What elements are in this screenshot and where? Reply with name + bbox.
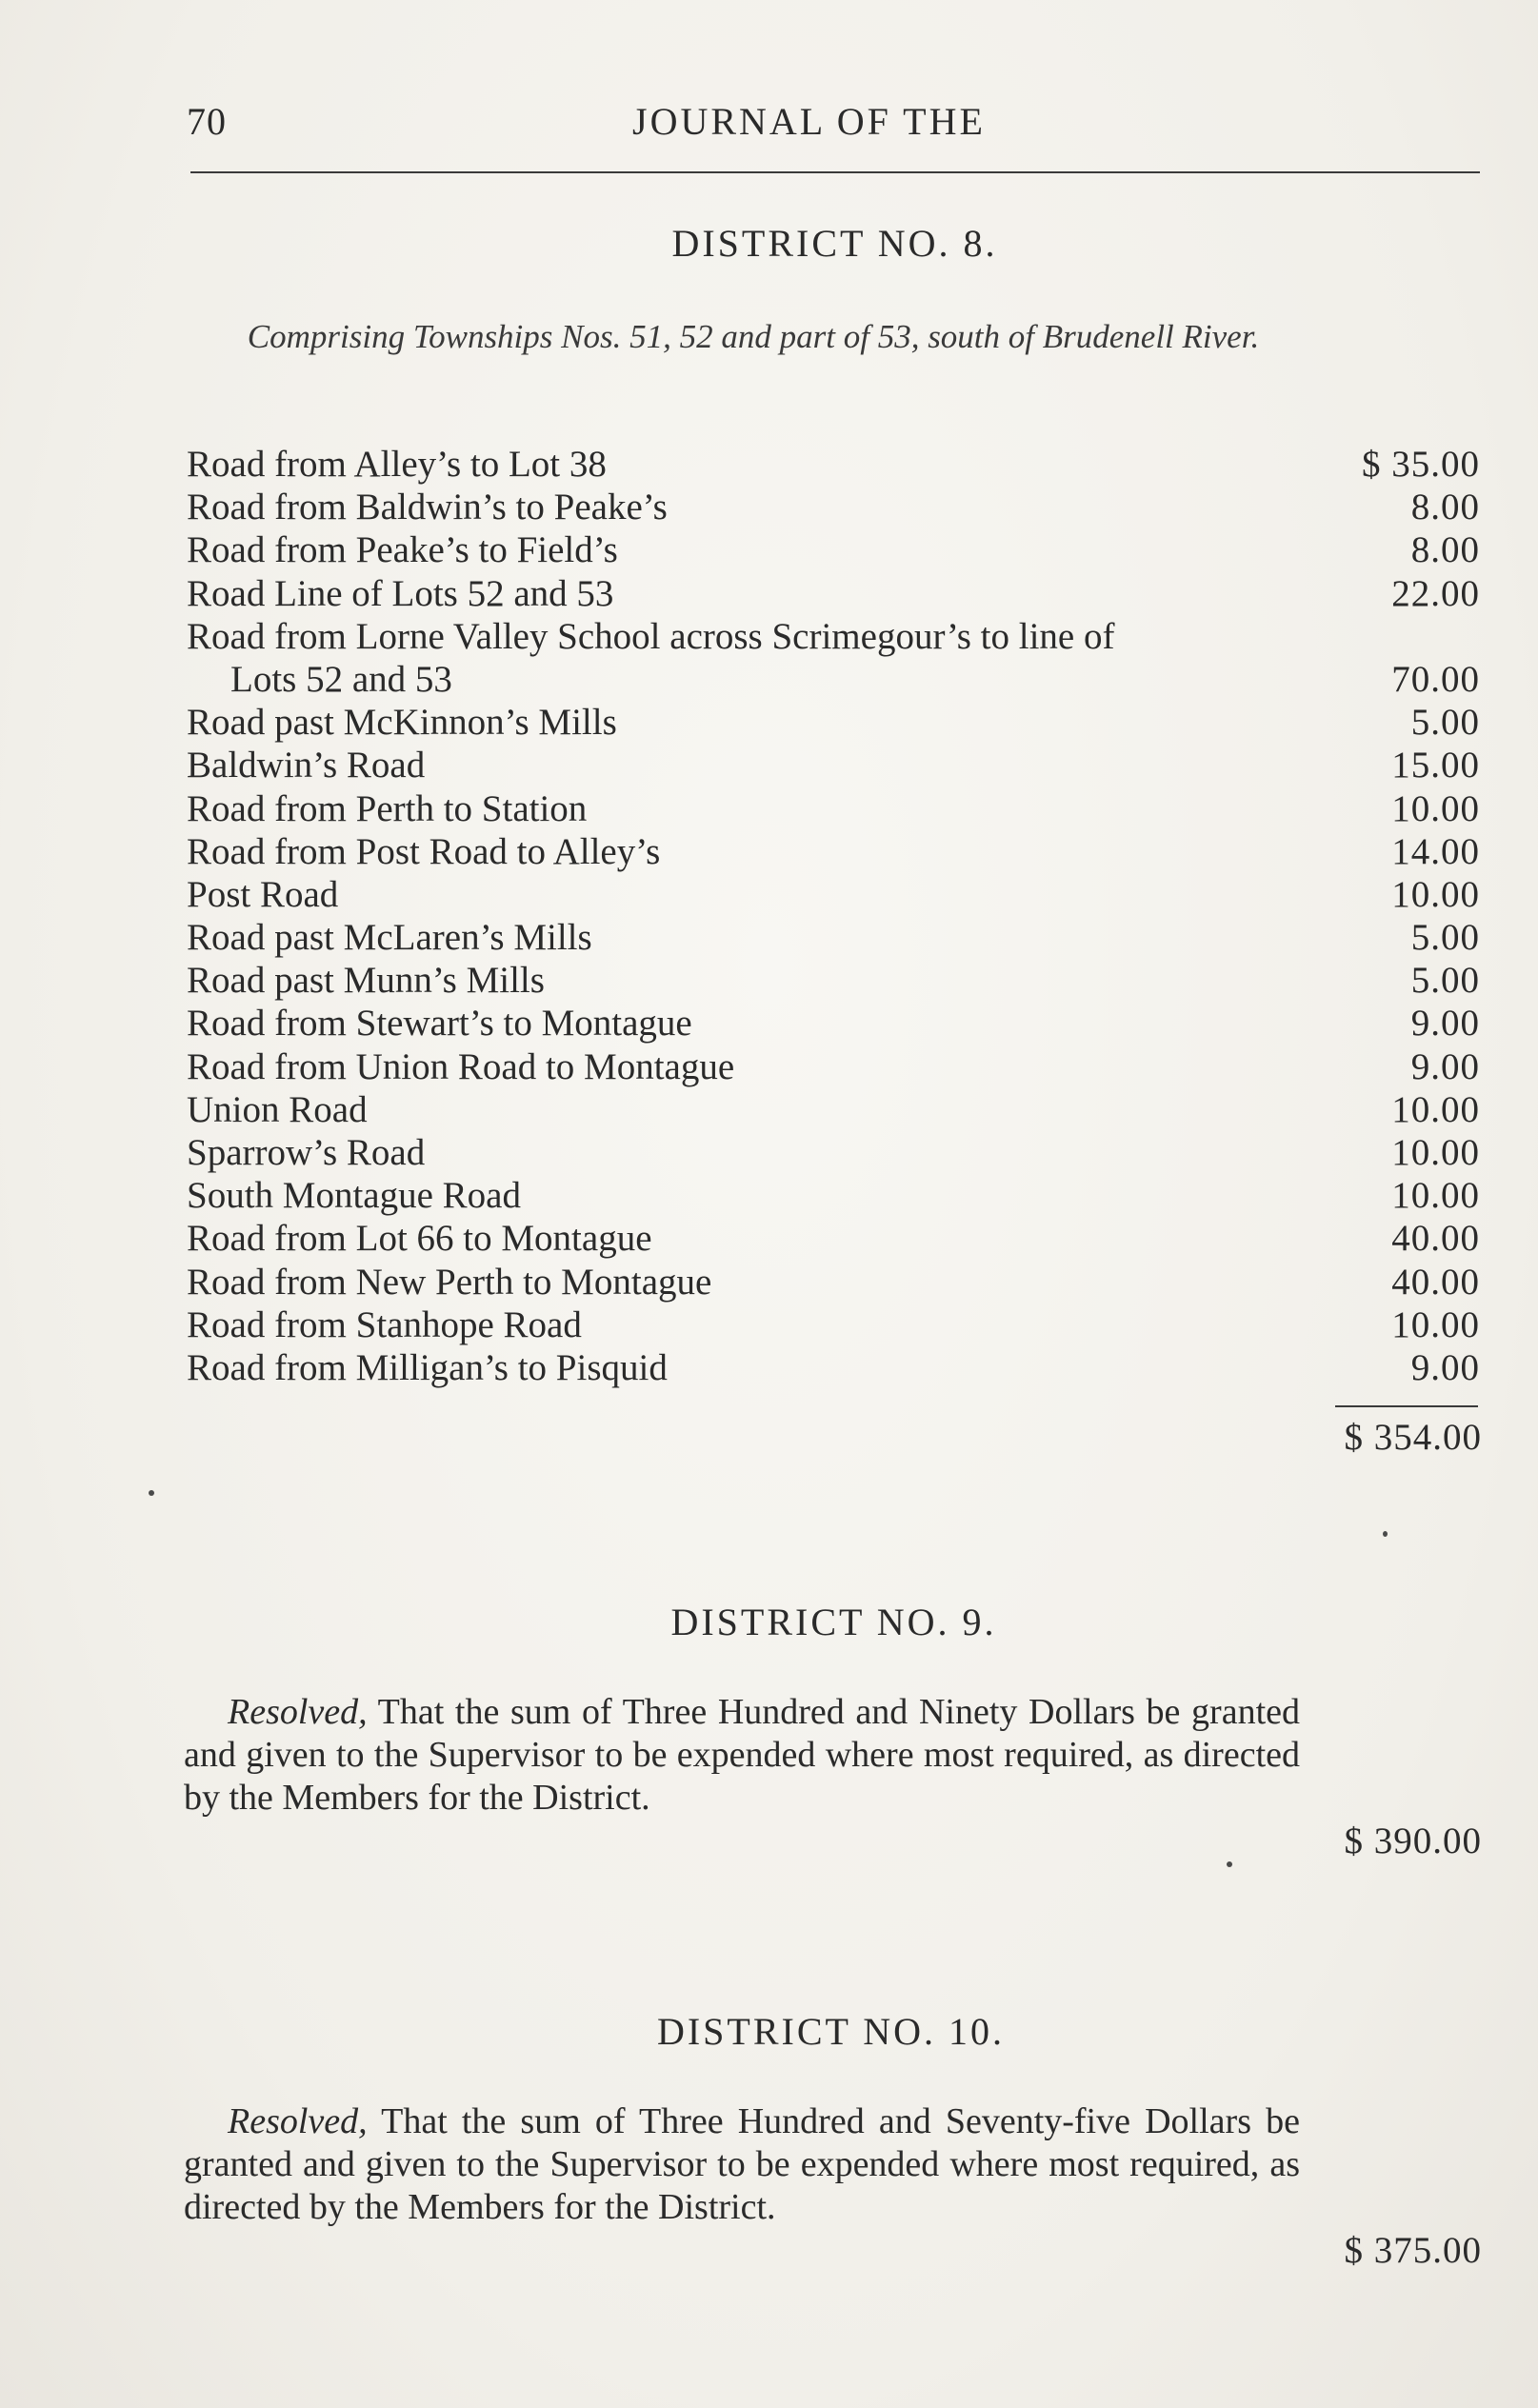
road-amount: 9.00 bbox=[1410, 1045, 1480, 1087]
road-name: Union Road bbox=[187, 1088, 368, 1130]
road-name: Road from Stewart’s to Montague bbox=[187, 1003, 692, 1045]
resolution-text: That the sum of Three Hundred and Ninety Dollars be granted and given to the Supervisor to be expended where most required, as directed by the Members for the District. bbox=[184, 1692, 1300, 1818]
road-name: Road from Perth to Station bbox=[187, 787, 588, 829]
list-item bbox=[187, 486, 1484, 528]
road-name: Road from Union Road to Montague bbox=[187, 1045, 735, 1087]
road-name: Road past McKinnon’s Mills bbox=[187, 702, 617, 744]
road-name: Road Line of Lots 52 and 53 bbox=[187, 572, 614, 614]
road-amount: 22.00 bbox=[1391, 572, 1480, 614]
district-9-resolution bbox=[184, 1691, 1300, 1820]
road-amount: 9.00 bbox=[1410, 1346, 1480, 1388]
road-name: Sparrow’s Road bbox=[187, 1132, 426, 1174]
road-name: Road from Peake’s to Field’s bbox=[187, 529, 618, 571]
district-9-heading: DISTRICT NO. 9. bbox=[670, 1601, 997, 1643]
list-item bbox=[187, 830, 1484, 873]
road-amount: 5.00 bbox=[1410, 960, 1480, 1002]
list-item bbox=[187, 1131, 1484, 1174]
district-10-resolution bbox=[184, 2100, 1300, 2229]
running-head: JOURNAL OF THE bbox=[632, 100, 986, 143]
road-amount: 5.00 bbox=[1410, 702, 1480, 744]
page-number: 70 bbox=[187, 100, 227, 143]
list-item bbox=[187, 1346, 1484, 1389]
road-amount: 8.00 bbox=[1410, 529, 1480, 571]
district-8-heading: DISTRICT NO. 8. bbox=[671, 222, 998, 265]
road-amount: 10.00 bbox=[1391, 1088, 1480, 1130]
road-amount: 70.00 bbox=[1391, 658, 1480, 700]
list-item bbox=[187, 959, 1484, 1002]
road-name: Post Road bbox=[187, 873, 339, 915]
list-item bbox=[187, 572, 1484, 615]
road-name: Road past McLaren’s Mills bbox=[187, 917, 592, 959]
district-9-amount: $ 390.00 bbox=[1344, 1821, 1482, 1861]
list-item bbox=[187, 1088, 1484, 1131]
road-amount: 10.00 bbox=[1391, 1132, 1480, 1174]
list-item bbox=[187, 1261, 1484, 1304]
road-amount: 15.00 bbox=[1391, 745, 1480, 786]
road-amount: 40.00 bbox=[1391, 1218, 1480, 1260]
list-item bbox=[187, 1045, 1484, 1088]
road-name: South Montague Road bbox=[187, 1175, 521, 1217]
road-amount: 9.00 bbox=[1410, 1003, 1480, 1045]
resolved-word: Resolved, bbox=[228, 2101, 368, 2141]
print-speck bbox=[1227, 1861, 1232, 1867]
resolved-word: Resolved, bbox=[228, 1692, 368, 1732]
district-10-amount: $ 375.00 bbox=[1344, 2230, 1482, 2271]
road-amount: 10.00 bbox=[1391, 1304, 1480, 1345]
road-name bbox=[187, 615, 1320, 701]
road-amount: $ 35.00 bbox=[1362, 444, 1480, 485]
list-item bbox=[187, 1304, 1484, 1346]
road-amount: 14.00 bbox=[1391, 830, 1480, 872]
total-rule bbox=[1335, 1405, 1478, 1407]
list-item bbox=[187, 615, 1484, 701]
list-item bbox=[187, 787, 1484, 830]
list-item bbox=[187, 528, 1484, 571]
list-item bbox=[187, 1002, 1484, 1045]
road-name: Road from Baldwin’s to Peake’s bbox=[187, 487, 668, 528]
district-10-heading: DISTRICT NO. 10. bbox=[656, 2010, 1006, 2053]
list-item bbox=[187, 443, 1484, 486]
page-header bbox=[187, 93, 1480, 150]
list-item bbox=[187, 873, 1484, 916]
road-name-line-2: Lots 52 and 53 bbox=[230, 658, 452, 700]
road-name: Road from Milligan’s to Pisquid bbox=[187, 1346, 668, 1388]
list-item bbox=[187, 744, 1484, 786]
list-item bbox=[187, 916, 1484, 959]
road-name: Road from Lot 66 to Montague bbox=[187, 1218, 652, 1260]
road-amount: 10.00 bbox=[1391, 1175, 1480, 1217]
road-name: Road from New Perth to Montague bbox=[187, 1261, 712, 1303]
district-8-road-list bbox=[187, 443, 1484, 1389]
resolution-text: That the sum of Three Hundred and Seventy-five Dollars be granted and given to the Supervisor to be expended where most required, as directed by the Members for the District. bbox=[184, 2101, 1300, 2227]
road-amount: 40.00 bbox=[1391, 1261, 1480, 1303]
print-speck bbox=[1383, 1531, 1388, 1537]
road-amount: 10.00 bbox=[1391, 873, 1480, 915]
road-name: Road from Alley’s to Lot 38 bbox=[187, 444, 607, 485]
district-8-total: $ 354.00 bbox=[1344, 1417, 1482, 1458]
list-item bbox=[187, 701, 1484, 744]
list-item bbox=[187, 1217, 1484, 1260]
district-8-subtitle: Comprising Townships Nos. 51, 52 and part of 53, south of Brudenell River. bbox=[247, 318, 1260, 355]
road-name: Road from Stanhope Road bbox=[187, 1304, 582, 1345]
header-rule bbox=[190, 171, 1480, 173]
road-amount: 10.00 bbox=[1391, 787, 1480, 829]
road-name: Baldwin’s Road bbox=[187, 745, 426, 786]
list-item bbox=[187, 1174, 1484, 1217]
print-speck bbox=[149, 1490, 154, 1496]
road-name: Road past Munn’s Mills bbox=[187, 960, 545, 1002]
road-name-line-1: Road from Lorne Valley School across Scrimegour’s to line of bbox=[187, 615, 1115, 657]
road-name: Road from Post Road to Alley’s bbox=[187, 830, 661, 872]
road-amount: 5.00 bbox=[1410, 917, 1480, 959]
road-amount: 8.00 bbox=[1410, 487, 1480, 528]
